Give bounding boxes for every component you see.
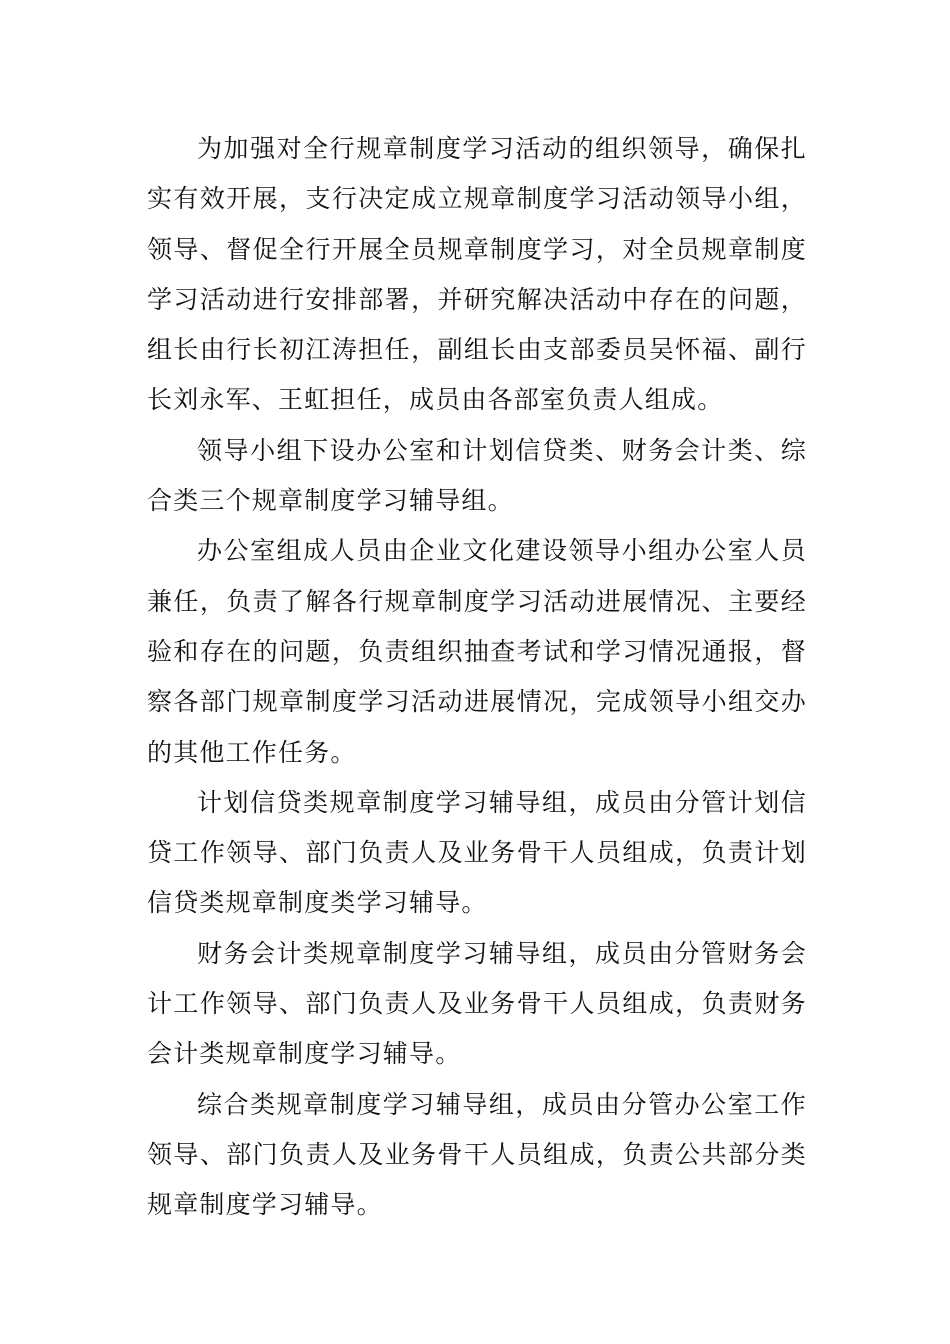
paragraph-office-and-groups: 领导小组下设办公室和计划信贷类、财务会计类、综合类三个规章制度学习辅导组。 [147, 435, 807, 516]
paragraph-finance-group: 财务会计类规章制度学习辅导组，成员由分管财务会计工作领导、部门负责人及业务骨干人员组成，负责财务会计类规章制度学习辅导。 [147, 938, 807, 1069]
paragraph-credit-group: 计划信贷类规章制度学习辅导组，成员由分管计划信贷工作领导、部门负责人及业务骨干人员组成，负责计划信贷类规章制度类学习辅导。 [147, 787, 807, 918]
paragraph-general-group: 综合类规章制度学习辅导组，成员由分管办公室工作领导、部门负责人及业务骨干人员组成，负责公共部分类规章制度学习辅导。 [147, 1089, 807, 1220]
paragraph-office-duties: 办公室组成人员由企业文化建设领导小组办公室人员兼任，负责了解各行规章制度学习活动进展情况、主要经验和存在的问题，负责组织抽查考试和学习情况通报，督察各部门规章制度学习活动进展情况，完成领导小组交办的其他工作任务。 [147, 536, 807, 767]
paragraph-leading-group: 为加强对全行规章制度学习活动的组织领导，确保扎实有效开展，支行决定成立规章制度学习活动领导小组，领导、督促全行开展全员规章制度学习，对全员规章制度学习活动进行安排部署，并研究解决活动中存在的问题，组长由行长初江涛担任，副组长由支部委员吴怀福、副行长刘永军、王虹担任，成员由各部室负责人组成。 [147, 134, 807, 415]
document-page [147, 124, 807, 1231]
